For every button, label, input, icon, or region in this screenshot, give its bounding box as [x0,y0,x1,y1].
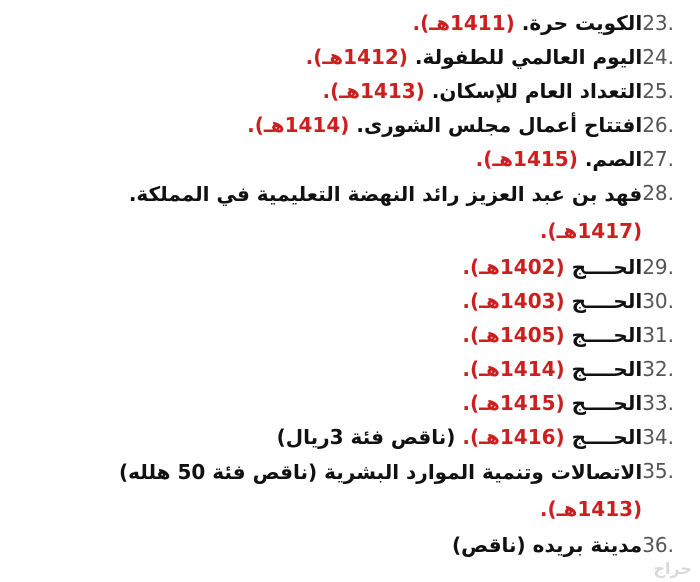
item-body [20,454,642,528]
list-item [20,176,674,250]
item-year: (1402هـ). [462,255,565,279]
item-title: التعداد العام للإسكان. [431,79,643,103]
item-number: 25. [642,79,674,103]
item-title: الكويت حرة. [521,11,643,35]
item-year: (1413هـ). [322,79,425,103]
item-body [20,250,642,284]
item-number: 29. [642,255,674,279]
item-title: فهد بن عبد العزيز رائد النهضة التعليمية في المملكة. [128,182,643,206]
item-number: 27. [642,147,674,171]
item-number: 33. [642,391,674,415]
item-year: (1414هـ). [462,357,565,381]
item-number: 32. [642,357,674,381]
item-title: الحــــج [571,357,643,381]
item-year: (1411هـ). [412,11,515,35]
item-year: (1415هـ). [462,391,565,415]
list-item [20,6,674,40]
item-title: الحــــج [571,391,643,415]
list-item [20,454,674,528]
item-number: 34. [642,425,674,449]
list-item [20,108,674,142]
list-item [20,318,674,352]
item-body [20,284,642,318]
list-item [20,74,674,108]
item-year: (1414هـ). [247,113,350,137]
item-title: الحــــج [571,425,643,449]
item-title: الحــــج [571,323,643,347]
item-title: افتتاح أعمال مجلس الشورى. [356,113,643,137]
list-item [20,142,674,176]
item-year: (1417هـ). [539,219,643,243]
item-number: 24. [642,45,674,69]
watermark-logo: حراج [653,559,692,578]
item-title: اليوم العالمي للطفولة. [414,45,643,69]
item-body [20,386,642,420]
item-number: 23. [642,11,674,35]
item-title: الاتصالات وتنمية الموارد البشرية (ناقص فئة 50 هلله) [119,460,643,484]
item-body [20,108,642,142]
item-body [20,176,642,250]
item-title: مدينة بريده (ناقص) [452,533,643,557]
item-body [20,528,642,562]
item-body [20,74,642,108]
item-year: (1405هـ). [462,323,565,347]
item-body [20,352,642,386]
item-year: (1412هـ). [305,45,408,69]
item-title: الحــــج [571,255,643,279]
item-note: (ناقص فئة 3ريال) [276,425,456,449]
item-number: 30. [642,289,674,313]
list-item [20,420,674,454]
item-title: الحــــج [571,289,643,313]
item-body [20,40,642,74]
list-item [20,284,674,318]
item-year: (1416هـ). [462,425,565,449]
list-item [20,40,674,74]
stamp-list [20,6,674,562]
item-body [20,420,642,454]
item-title: الصم. [584,147,643,171]
list-item [20,250,674,284]
item-body [20,142,642,176]
item-year: (1413هـ). [539,497,643,521]
list-item [20,528,674,562]
item-number: 35. [642,459,674,483]
item-body [20,318,642,352]
item-body [20,6,642,40]
list-item [20,352,674,386]
item-number: 28. [642,181,674,205]
item-year: (1415هـ). [475,147,578,171]
item-year: (1403هـ). [462,289,565,313]
list-item [20,386,674,420]
item-number: 36. [642,533,674,557]
item-number: 31. [642,323,674,347]
item-number: 26. [642,113,674,137]
